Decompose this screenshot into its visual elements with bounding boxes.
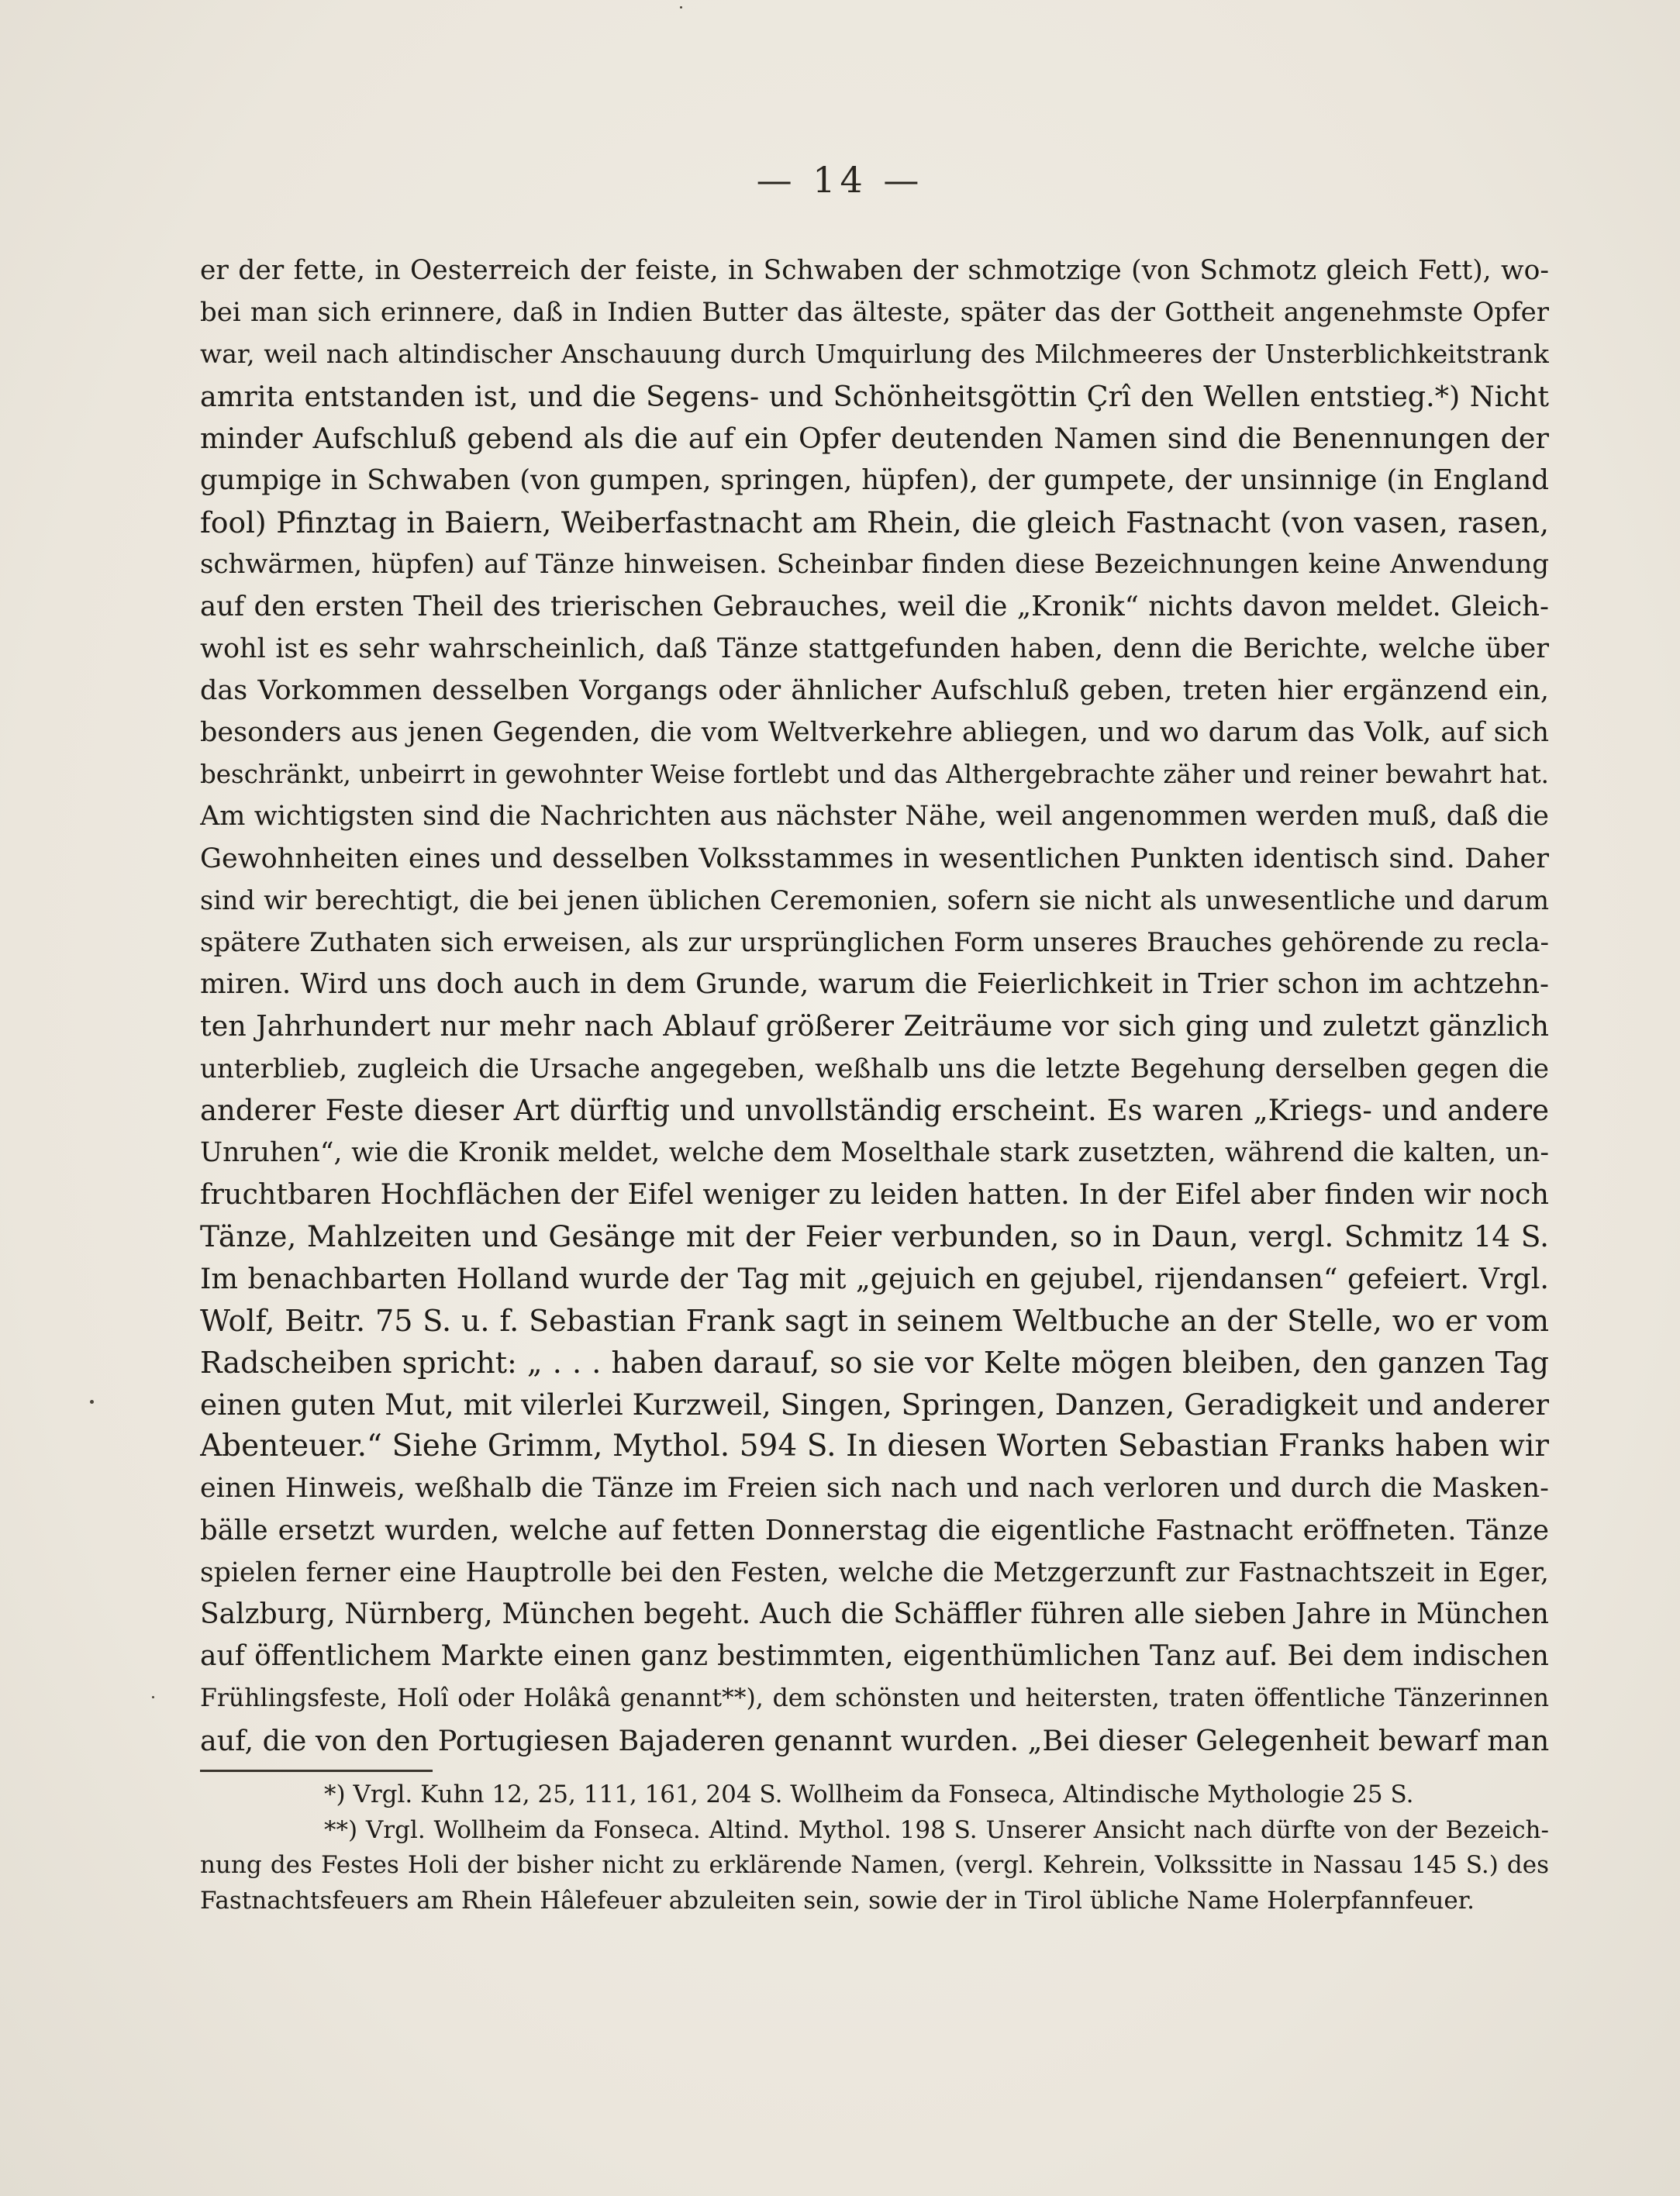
body-line: ten Jahrhundert nur mehr nach Ablauf größerer Zeiträume vor sich ging und zuletzt gänzlich xyxy=(200,1009,1549,1043)
body-line: er der fette, in Oesterreich der feiste, in Schwaben der schmotzige (von Schmotz gleich Fett), wo- xyxy=(200,255,1549,286)
body-line: spätere Zuthaten sich erweisen, als zur ursprünglichen Form unseres Brauches gehörende zu recla- xyxy=(200,927,1549,958)
body-text xyxy=(200,250,1549,1762)
paper-speck xyxy=(680,6,682,9)
body-line: das Vorkommen desselben Vorgangs oder ähnlicher Aufschluß geben, treten hier ergänzend ein, xyxy=(200,674,1549,706)
page-number: — 14 — xyxy=(756,159,924,201)
footnote-line: **) Vrgl. Wollheim da Fonseca. Altind. Mythol. 198 S. Unserer Ansicht nach dürfte von der Bezeich- xyxy=(324,1815,1549,1844)
body-line: wohl ist es sehr wahrscheinlich, daß Tänze stattgefunden haben, denn die Berichte, welche über xyxy=(200,633,1549,664)
body-line: war, weil nach altindischer Anschauung durch Umquirlung des Milchmeeres der Unsterblichkeitstrank xyxy=(200,339,1549,370)
body-line: Tänze, Mahlzeiten und Gesänge mit der Feier verbunden, so in Daun, vergl. Schmitz 14 S. xyxy=(200,1219,1549,1254)
body-line: miren. Wird uns doch auch in dem Grunde, warum die Feierlichkeit in Trier schon im achtzehn- xyxy=(200,968,1549,1001)
footnote-line: nung des Festes Holi der bisher nicht zu erklärende Namen, (vergl. Kehrein, Volkssitte in Nassau 145 S.) des xyxy=(200,1851,1549,1879)
body-line: bälle ersetzt wurden, welche auf fetten Donnerstag die eigentliche Fastnacht eröffneten. Tänze xyxy=(200,1514,1549,1546)
body-line: auf, die von den Portugiesen Bajaderen genannt wurden. „Bei dieser Gelegenheit bewarf man xyxy=(200,1723,1549,1757)
footnote-divider xyxy=(200,1770,433,1772)
body-line: gumpige in Schwaben (von gumpen, springen, hüpfen), der gumpete, der unsinnige (in England xyxy=(200,464,1549,496)
body-line: einen guten Mut, mit vilerlei Kurzweil, Singen, Springen, Danzen, Geradigkeit und anderer xyxy=(200,1388,1549,1422)
body-line: Gewohnheiten eines und desselben Volksstammes in wesentlichen Punkten identisch sind. Daher xyxy=(200,843,1549,874)
body-line: Wolf, Beitr. 75 S. u. f. Sebastian Frank sagt in seinem Weltbuche an der Stelle, wo er vom xyxy=(200,1303,1549,1338)
body-line: Am wichtigsten sind die Nachrichten aus nächster Nähe, weil angenommen werden muß, daß die xyxy=(200,801,1549,833)
body-line: schwärmen, hüpfen) auf Tänze hinweisen. Scheinbar finden diese Bezeichnungen keine Anwendung xyxy=(200,549,1549,581)
body-line: Frühlingsfeste, Holî oder Holâkâ genannt**), dem schönsten und heitersten, traten öffentliche Tänzerinnen xyxy=(200,1684,1549,1713)
paper-speck xyxy=(90,1400,94,1404)
body-line: anderer Feste dieser Art dürftig und unvollständig erscheint. Es waren „Kriegs- und andere xyxy=(200,1093,1549,1127)
paper-speck xyxy=(152,1696,154,1698)
body-line: unterblieb, zugleich die Ursache angegeben, weßhalb uns die letzte Begehung derselben gegen die xyxy=(200,1053,1549,1084)
footnote-line: *) Vrgl. Kuhn 12, 25, 111, 161, 204 S. Wollheim da Fonseca, Altindische Mythologie 25 S. xyxy=(324,1781,1414,1808)
body-line: auf öffentlichem Markte einen ganz bestimmten, eigenthümlichen Tanz auf. Bei dem indischen xyxy=(200,1640,1549,1673)
body-line: Salzburg, Nürnberg, München begeht. Auch die Schäffler führen alle sieben Jahre in München xyxy=(200,1598,1549,1630)
body-line: beschränkt, unbeirrt in gewohnter Weise fortlebt und das Althergebrachte zäher und reiner bewahrt hat. xyxy=(200,760,1549,790)
body-line: amrita entstanden ist, und die Segens- und Schönheitsgöttin Çrî den Wellen entstieg.*) Nicht xyxy=(200,379,1549,413)
body-line: Im benachbarten Holland wurde der Tag mit „gejuich en gejubel, rijendansen“ gefeiert. Vrgl. xyxy=(200,1261,1549,1295)
body-line: Radscheiben spricht: „ . . . haben darauf, so sie vor Kelte mögen bleiben, den ganzen Tag xyxy=(200,1345,1549,1380)
body-line: minder Aufschluß gebend als die auf ein Opfer deutenden Namen sind die Benennungen der xyxy=(200,421,1549,455)
body-line: fool) Pfinztag in Baiern, Weiberfastnacht am Rhein, die gleich Fastnacht (von vasen, rasen, xyxy=(200,505,1549,540)
body-line: fruchtbaren Hochflächen der Eifel weniger zu leiden hatten. In der Eifel aber finden wir noch xyxy=(200,1177,1549,1212)
body-line: auf den ersten Theil des trierischen Gebrauches, weil die „Kronik“ nichts davon meldet. Gleich- xyxy=(200,590,1549,622)
body-line: Abenteuer.“ Siehe Grimm, Mythol. 594 S. In diesen Worten Sebastian Franks haben wir xyxy=(200,1429,1549,1464)
body-line: sind wir berechtigt, die bei jenen üblichen Ceremonien, sofern sie nicht als unwesentliche und darum xyxy=(200,884,1549,915)
footnotes xyxy=(200,1777,1549,1918)
body-line: einen Hinweis, weßhalb die Tänze im Freien sich nach und nach verloren und durch die Masken- xyxy=(200,1473,1549,1505)
body-line: spielen ferner eine Hauptrolle bei den Festen, welche die Metzgerzunft zur Fastnachtszeit in Eger, xyxy=(200,1557,1549,1588)
body-line: Unruhen“, wie die Kronik meldet, welche dem Moselthale stark zusetzten, während die kalten, un- xyxy=(200,1136,1549,1168)
body-line: besonders aus jenen Gegenden, die vom Weltverkehre abliegen, und wo darum das Volk, auf sich xyxy=(200,717,1549,749)
body-line: bei man sich erinnere, daß in Indien Butter das älteste, später das der Gottheit angenehmste Opfer xyxy=(200,297,1549,329)
footnote-line: Fastnachtsfeuers am Rhein Hâlefeuer abzuleiten sein, sowie der in Tirol übliche Name Holerpfannfeuer. xyxy=(200,1886,1475,1915)
